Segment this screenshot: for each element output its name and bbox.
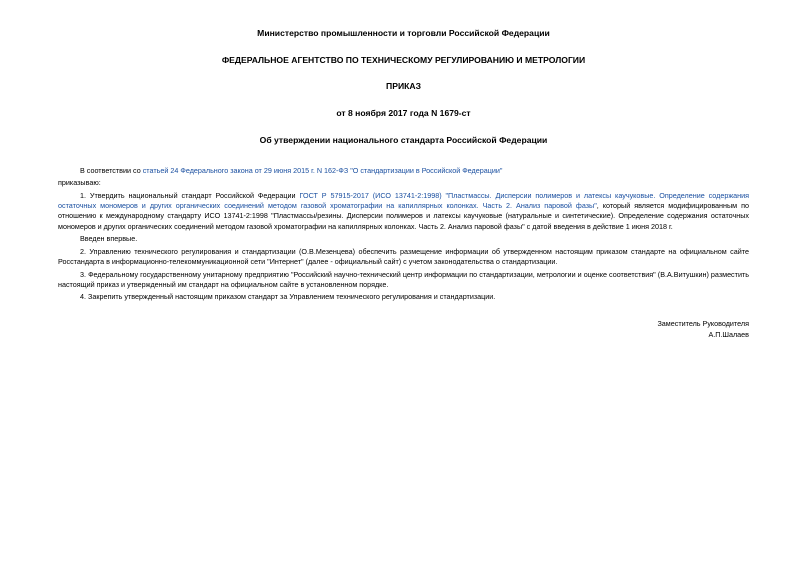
intro-text-prefix: В соответствии со	[80, 165, 143, 175]
item-4-paragraph: 4. Закрепить утвержденный настоящим приказом стандарт за Управлением технического регулирования и стандартизации.	[80, 292, 496, 302]
item-1-prefix: 1. Утвердить национальный стандарт Российской Федерации	[80, 190, 300, 200]
federal-law-link[interactable]: статьей 24 Федерального закона от 29 июня 2015 г. N 162-ФЗ "О стандартизации в Российской Федерации"	[142, 165, 503, 175]
item-1-note: Введен впервые.	[80, 234, 138, 244]
signature-block	[58, 319, 749, 341]
signature-name: А.П.Шалаев	[708, 329, 749, 339]
intro-paragraph	[58, 166, 749, 176]
item-2-paragraph: 2. Управлению технического регулирования и стандартизации (О.В.Мезенцева) обеспечить размещение информации об утвержденном настоящим приказом стандарте на официальном сайте Росстандарта в информационно-телекоммуникационной сети "Интернет" (далее - официальный сайт) с учетом законодательства о стандартизации.	[58, 246, 749, 267]
ministry-heading: Министерство промышленности и торговли Российской Федерации	[257, 28, 550, 38]
document-body	[58, 166, 749, 303]
item-1-paragraph	[58, 191, 749, 233]
document-type-heading: ПРИКАЗ	[386, 81, 421, 92]
item-3-paragraph: 3. Федеральному государственному унитарному предприятию "Российский научно-технический центр информации по стандартизации, метрологии и оценке соответствия" (В.А.Витушкин) разместить настоящий приказ и утвержденный им стандарт на официальном сайте в установленном порядке.	[58, 269, 749, 290]
item-1-suffix: , который является модифицированным по отношению к международному стандарту ИСО 13741-2:1998 "Пластмассы/резины. Дисперсии полимеров и латексы каучуковые (натуральные и синтетические). Определение содержания остаточных мономеров и других органических соединений методом газовой хроматографии на капиллярных колонках. Часть 2. Анализ паровой фазы" с датой введения в действие 1 июня 2018 г.	[58, 200, 749, 231]
order-word: приказываю:	[58, 178, 101, 188]
gost-standard-link[interactable]: ГОСТ Р 57915-2017 (ИСО 13741-2:1998) "Пластмассы. Дисперсии полимеров и латексы каучуковые. Определение содержания остаточных мономеров и других органических соединений методом газовой хроматографии на капиллярных колонках. Часть 2. Анализ паровой фазы"	[58, 190, 749, 210]
agency-heading: ФЕДЕРАЛЬНОЕ АГЕНТСТВО ПО ТЕХНИЧЕСКОМУ РЕГУЛИРОВАНИЮ И МЕТРОЛОГИИ	[221, 54, 586, 65]
document-title: Об утверждении национального стандарта Российской Федерации	[259, 134, 548, 145]
document-date-number: от 8 ноября 2017 года N 1679-ст	[336, 108, 471, 119]
signature-position: Заместитель Руководителя	[657, 318, 749, 328]
